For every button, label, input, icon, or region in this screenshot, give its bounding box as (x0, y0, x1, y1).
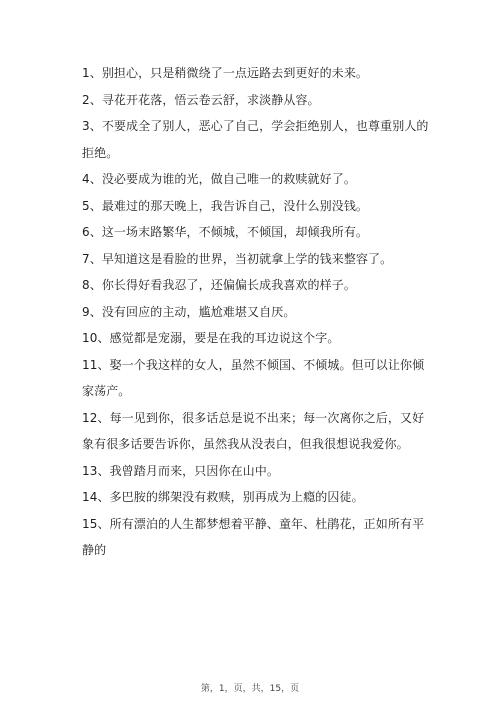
document-body (82, 60, 434, 564)
paragraph-9: 9、没有回应的主动，尴尬难堪又自厌。 (82, 304, 296, 319)
paragraph-12: 12、每一见到你，很多话总是说不出来；每一次离你之后，又好象有很多话要告诉你，虽然我从没表白，但我很想说我爱你。 (82, 410, 425, 451)
paragraph-3: 3、不要成全了别人，恶心了自己，学会拒绝别人，也尊重别人的拒绝。 (82, 119, 429, 160)
paragraph-1: 1、别担心，只是稍微绕了一点远路去到更好的未来。 (82, 66, 369, 80)
paragraph-13: 13、我曾踏月而来，只因你在山中。 (82, 463, 279, 478)
paragraph-14: 14、多巴胺的绑架没有救赎，别再成为上瘾的囚徒。 (82, 490, 364, 504)
page-footer: 第，1，页，共，15，页 (200, 684, 300, 694)
paragraph-15: 15、所有漂泊的人生都梦想着平静、童年、杜鹃花，正如所有平静的 (82, 516, 425, 557)
paragraph-6: 6、这一场末路繁华，不倾城，不倾国，却倾我所有。 (82, 225, 369, 239)
paragraph-4: 4、没必要成为谁的光，做自己唯一的救赎就好了。 (82, 172, 356, 186)
paragraph-5: 5、最难过的那天晚上，我告诉自己，没什么别没钱。 (82, 198, 369, 213)
paragraph-10: 10、感觉都是宠溺，要是在我的耳边说这个字。 (82, 331, 340, 345)
paragraph-8: 8、你长得好看我忍了，还偏偏长成我喜欢的样子。 (82, 278, 356, 292)
paragraph-2: 2、寻花开花落，悟云卷云舒，求淡静从容。 (82, 92, 320, 107)
paragraph-7: 7、早知道这是看脸的世界，当初就拿上学的钱来整容了。 (82, 251, 393, 266)
paragraph-11: 11、娶一个我这样的女人，虽然不倾国、不倾城。但可以让你倾家荡产。 (82, 357, 425, 398)
